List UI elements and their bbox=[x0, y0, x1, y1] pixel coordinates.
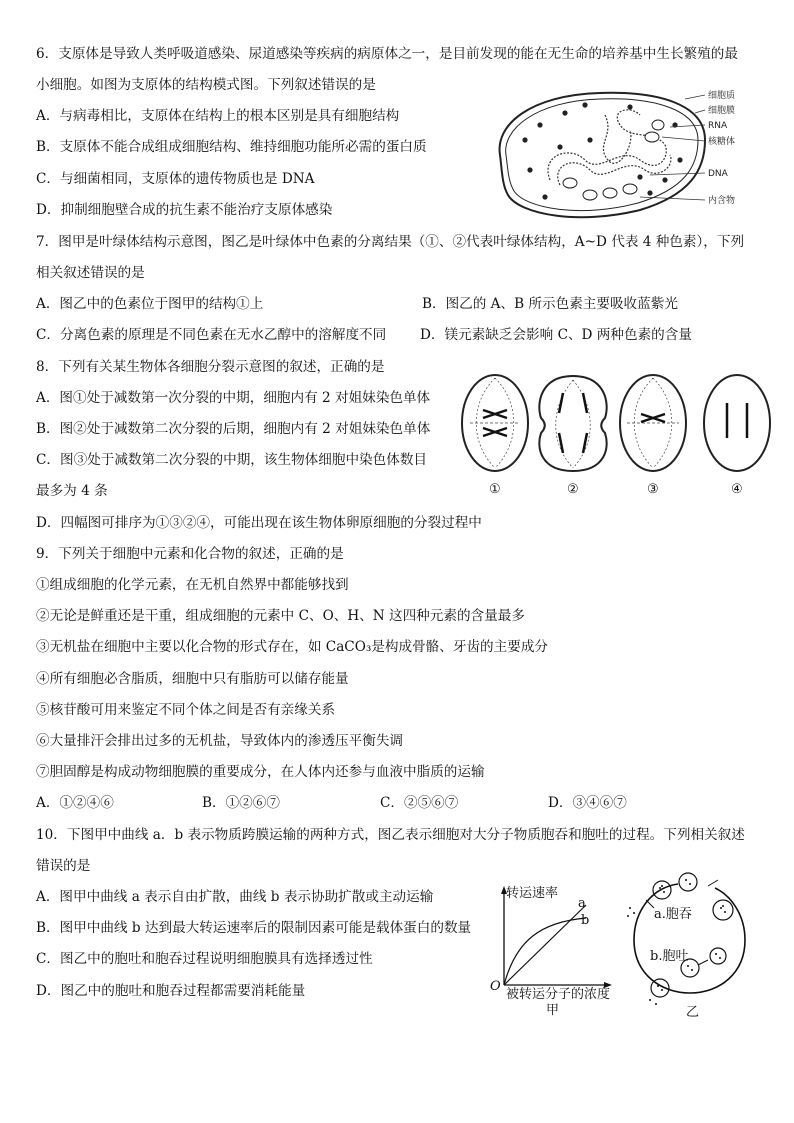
label-ribosome: 核糖体 bbox=[708, 137, 736, 147]
endocytosis-figure bbox=[620, 868, 760, 1020]
graph-caption: 甲 bbox=[546, 1003, 560, 1018]
q9-item-2: ②无论是鲜重还是干重，组成细胞的元素中 C、O、H、N 这四种元素的含量最多 bbox=[36, 608, 525, 624]
q9-choice-b: B．①②⑥⑦ bbox=[202, 795, 280, 811]
q10-option-b: B．图甲中曲线 b 达到最大转运速率后的限制因素可能是载体蛋白的数量 bbox=[36, 920, 472, 936]
q6-option-d: D．抑制细胞壁合成的抗生素不能治疗支原体感染 bbox=[36, 202, 333, 218]
label-cell-membrane: 细胞膜 bbox=[708, 106, 736, 116]
q10-option-c: C．图乙中的胞吐和胞吞过程说明细胞膜具有选择透过性 bbox=[36, 951, 373, 967]
cell-label-4: ④ bbox=[731, 482, 743, 497]
q10-option-d: D．图乙中的胞吐和胞吞过程都需要消耗能量 bbox=[36, 983, 306, 999]
label-dna: DNA bbox=[708, 169, 728, 179]
graph-origin: O bbox=[490, 979, 501, 994]
curve-a-label: a bbox=[578, 896, 586, 911]
label-exocytosis: b.胞吐 bbox=[650, 949, 689, 964]
cell-figure-1 bbox=[462, 375, 528, 471]
q7-stem-line2: 相关叙述错误的是 bbox=[36, 265, 145, 281]
q6-option-b: B．支原体不能合成组成细胞结构、维持细胞功能所必需的蛋白质 bbox=[36, 139, 427, 155]
q9-choice-c: C．②⑤⑥⑦ bbox=[380, 795, 459, 811]
cell-figure-3 bbox=[620, 375, 686, 471]
q9-item-5: ⑤核苷酸可用来鉴定不同个体之间是否有亲缘关系 bbox=[36, 702, 336, 718]
label-inclusion: 内含物 bbox=[708, 196, 736, 206]
q8-option-b: B．图②处于减数第二次分裂的后期，细胞内有 2 对姐妹染色单体 bbox=[36, 421, 431, 437]
curve-a bbox=[504, 905, 586, 985]
cell-label-3: ③ bbox=[647, 482, 659, 497]
q9-stem: 9．下列关于细胞中元素和化合物的叙述，正确的是 bbox=[36, 546, 344, 562]
mycoplasma-figure bbox=[490, 85, 790, 220]
cell-label-2: ② bbox=[567, 482, 579, 497]
label-endocytosis: a.胞吞 bbox=[654, 907, 692, 922]
q9-item-1: ①组成细胞的化学元素，在无机自然界中都能够找到 bbox=[36, 577, 349, 593]
q7-stem-line1: 7．图甲是叶绿体结构示意图，图乙是叶绿体中色素的分离结果（①、②代表叶绿体结构，A~D 代表 4 种色素），下列 bbox=[36, 234, 745, 250]
q8-option-d: D．四幅图可排序为①③②④，可能出现在该生物体卵原细胞的分裂过程中 bbox=[36, 515, 482, 531]
q6-option-a: A．与病毒相比，支原体在结构上的根本区别是具有细胞结构 bbox=[36, 108, 400, 124]
q8-option-c-line1: C．图③处于减数第二次分裂的中期，该生物体细胞中染色体数目 bbox=[36, 452, 428, 468]
q6-option-c: C．与细菌相同，支原体的遗传物质也是 DNA bbox=[36, 171, 315, 187]
q9-item-4: ④所有细胞必含脂质，细胞中只有脂肪可以储存能量 bbox=[36, 671, 349, 687]
cell-label-1: ① bbox=[489, 482, 501, 497]
q9-choice-a: A．①②④⑥ bbox=[36, 795, 114, 811]
cell-figure-2 bbox=[539, 376, 606, 471]
q10-stem-line1: 10．下图甲中曲线 a．b 表示物质跨膜运输的两种方式，图乙表示细胞对大分子物质胞吞和胞吐的过程。下列相关叙述 bbox=[36, 827, 745, 843]
q6-stem-line1: 6．支原体是导致人类呼吸道感染、尿道感染等疾病的病原体之一，是目前发现的能在无生命的培养基中生长繁殖的最 bbox=[36, 46, 738, 62]
q9-item-7: ⑦胆固醇是构成动物细胞膜的重要成分，在人体内还参与血液中脂质的运输 bbox=[36, 764, 485, 780]
graph-ylabel: 转运速率 bbox=[506, 886, 559, 901]
q7-option-b: B．图乙的 A、B 所示色素主要吸收蓝紫光 bbox=[422, 296, 678, 312]
transport-rate-graph bbox=[486, 880, 636, 1020]
label-cytoplasm: 细胞质 bbox=[708, 91, 736, 101]
q8-option-c-line2: 最多为 4 条 bbox=[36, 483, 108, 499]
q9-choice-d: D．③④⑥⑦ bbox=[548, 795, 627, 811]
curve-b-label: b bbox=[581, 913, 590, 928]
q7-option-c: C．分离色素的原理是不同色素在无水乙醇中的溶解度不同 bbox=[36, 327, 387, 343]
graph-xlabel: 被转运分子的浓度 bbox=[506, 987, 611, 1002]
cell-figure-4 bbox=[704, 375, 770, 471]
curve-b bbox=[504, 918, 586, 985]
cell-division-figure bbox=[455, 368, 785, 503]
q9-item-6: ⑥大量排汗会排出过多的无机盐，导致体内的渗透压平衡失调 bbox=[36, 733, 404, 749]
q10-stem-line2: 错误的是 bbox=[36, 858, 91, 874]
q8-stem: 8．下列有关某生物体各细胞分裂示意图的叙述，正确的是 bbox=[36, 359, 385, 375]
q7-option-a: A．图乙中的色素位于图甲的结构①上 bbox=[36, 296, 264, 312]
q10-option-a: A．图甲中曲线 a 表示自由扩散，曲线 b 表示协助扩散或主动运输 bbox=[36, 889, 434, 905]
figure-yi-caption: 乙 bbox=[686, 1005, 700, 1020]
label-rna: RNA bbox=[708, 121, 728, 131]
q6-stem-line2: 小细胞。如图为支原体的结构模式图。下列叙述错误的是 bbox=[36, 77, 376, 93]
q8-option-a: A．图①处于减数第一次分裂的中期，细胞内有 2 对姐妹染色单体 bbox=[36, 390, 431, 406]
q9-item-3: ③无机盐在细胞中主要以化合物的形式存在，如 CaCO₃是构成骨骼、牙齿的主要成分 bbox=[36, 639, 549, 655]
q7-option-d: D．镁元素缺乏会影响 C、D 两种色素的含量 bbox=[420, 327, 692, 343]
